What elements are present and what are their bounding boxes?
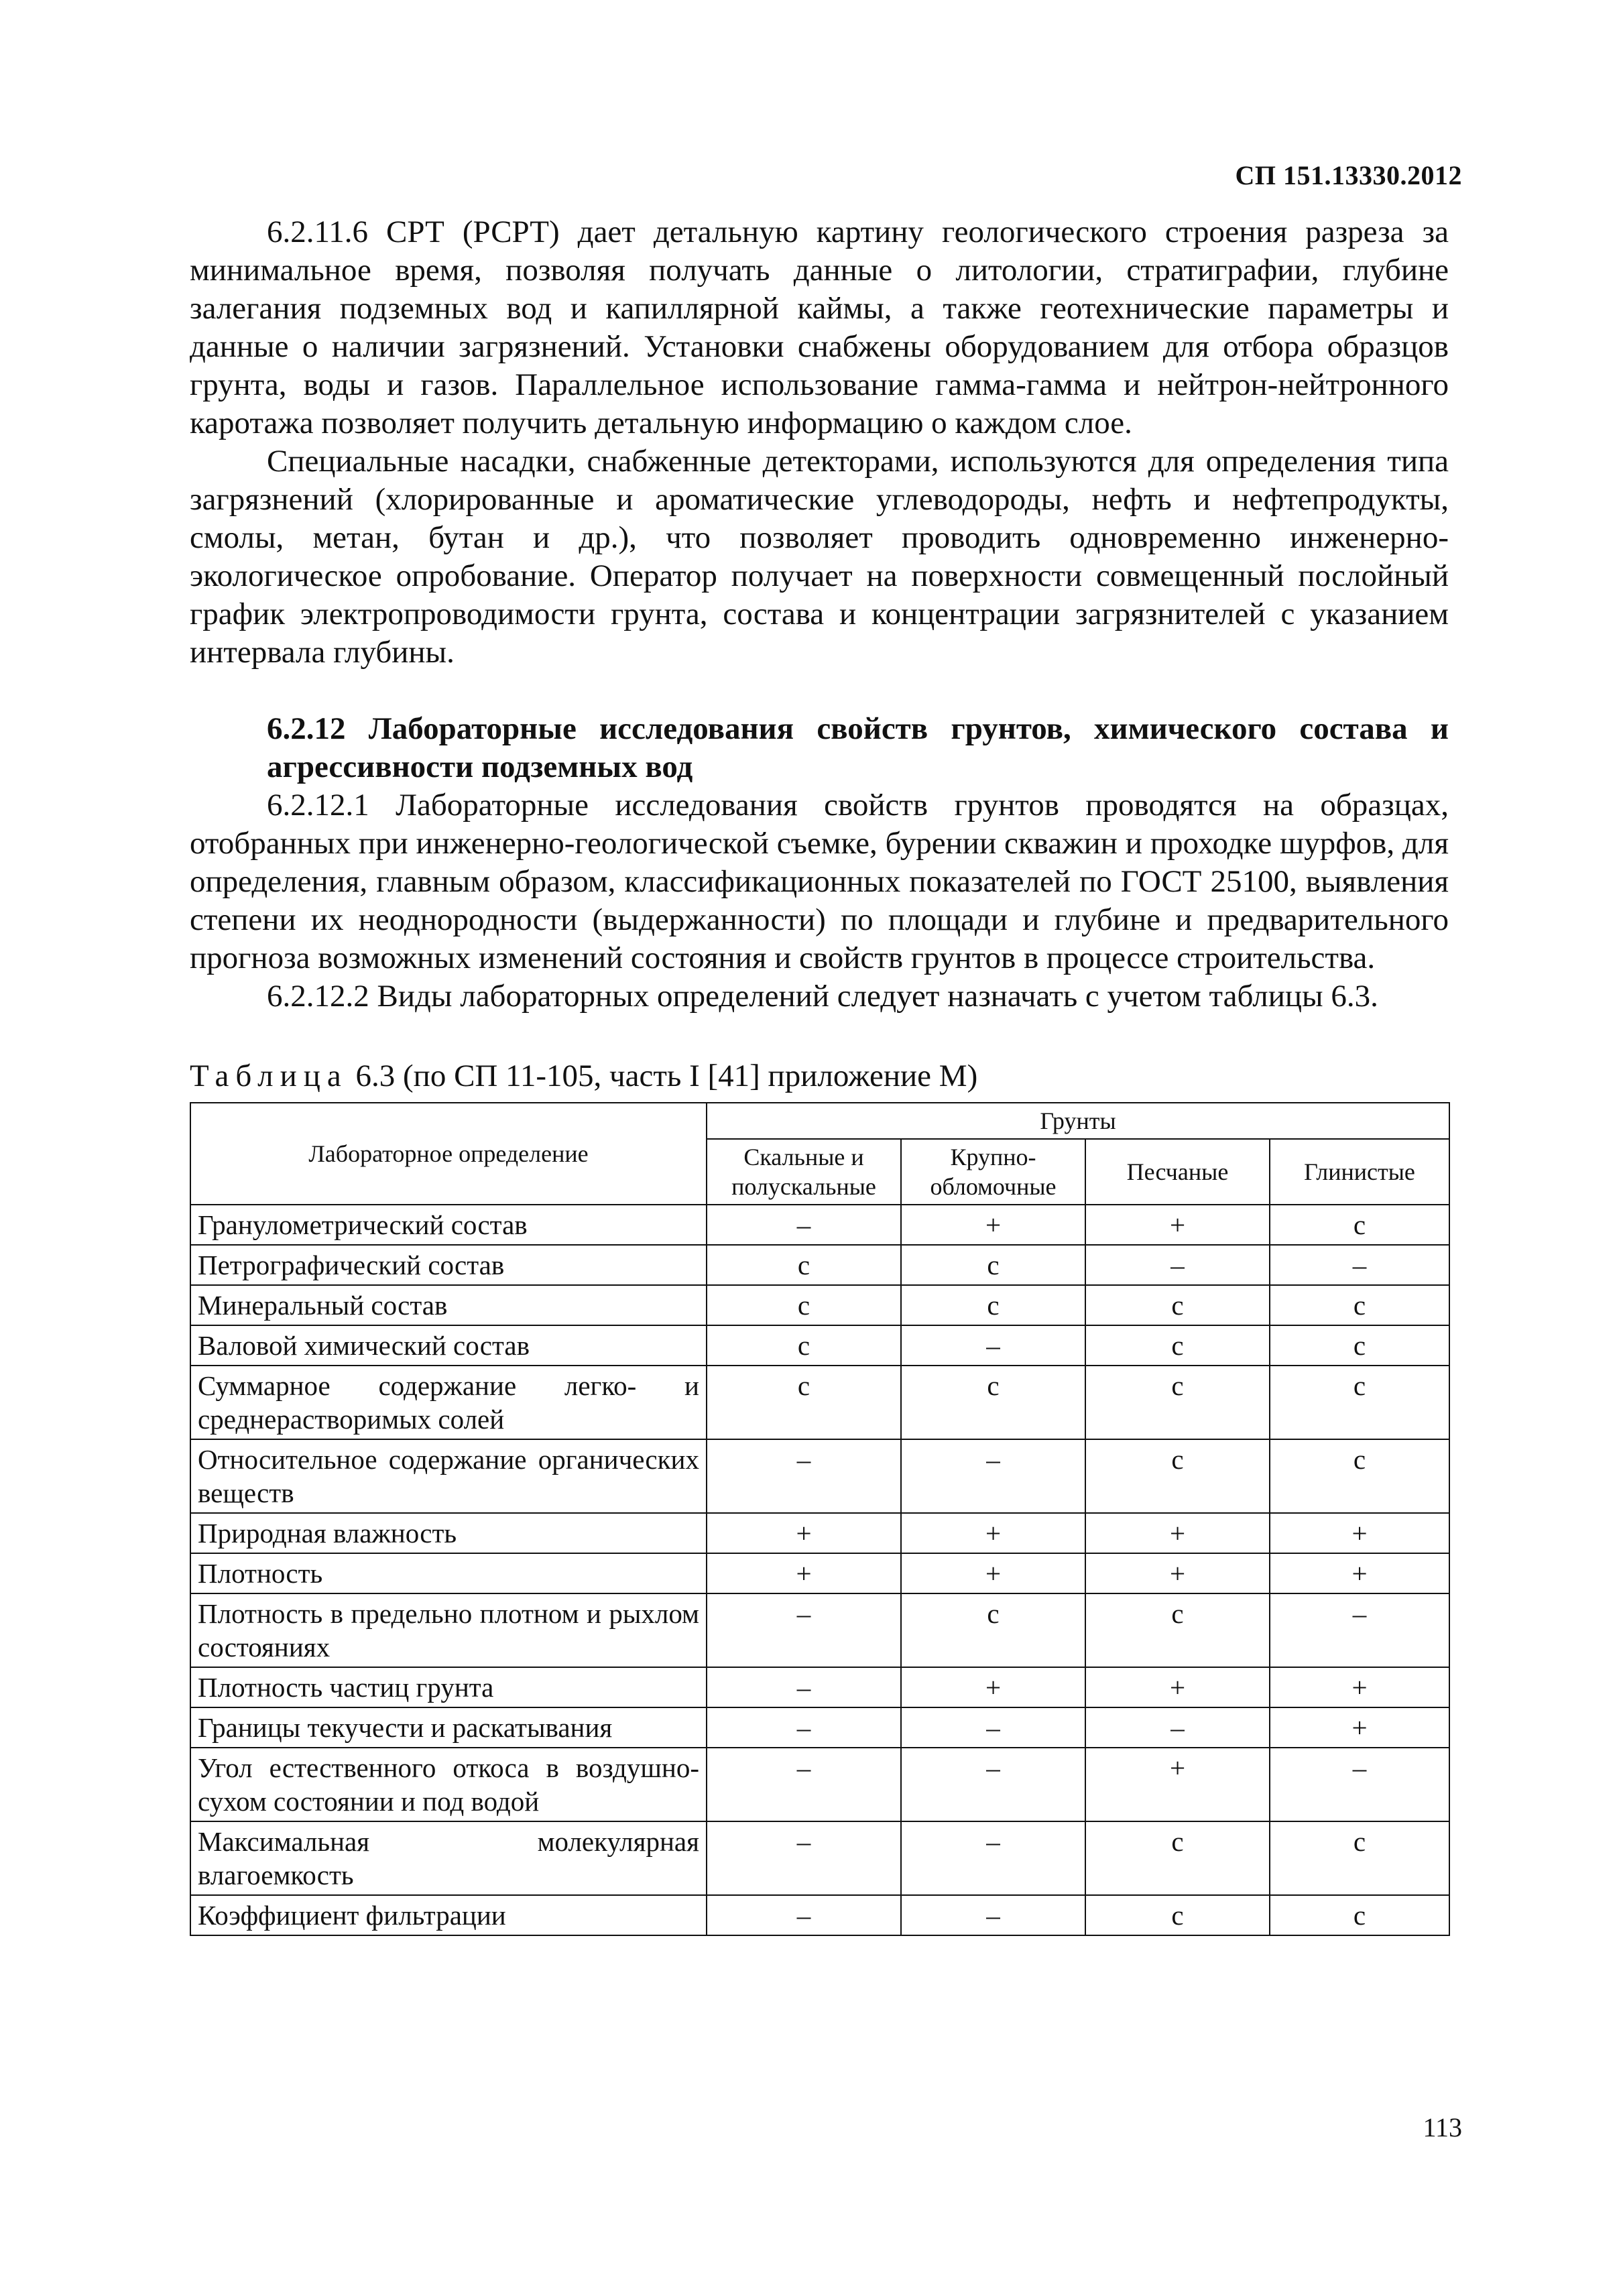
cell-value: + — [1270, 1707, 1449, 1748]
row-name: Минеральный состав — [190, 1285, 707, 1325]
section-heading-6-2-12: 6.2.12 Лабораторные исследования свойств грунтов, химического состава и агрессивности подземных вод — [267, 711, 1449, 784]
row-name: Суммарное содержание легко- и среднерастворимых солей — [190, 1366, 707, 1439]
cell-value: – — [1270, 1593, 1449, 1667]
table-row — [190, 1895, 1449, 1935]
cell-value: с — [1270, 1439, 1449, 1513]
paragraph-6-2-12-2: 6.2.12.2 Виды лабораторных определений следует назначать с учетом таблицы 6.3. — [267, 979, 1378, 1014]
table-row — [190, 1205, 1449, 1245]
cell-value: – — [707, 1895, 901, 1935]
cell-value: – — [1270, 1748, 1449, 1821]
table-row — [190, 1748, 1449, 1821]
header-soils: Грунты — [707, 1103, 1449, 1139]
cell-value: с — [1085, 1366, 1270, 1439]
row-name: Максимальная молекулярная влагоемкость — [190, 1821, 707, 1895]
table-row — [190, 1245, 1449, 1285]
paragraph-6-2-12-1: 6.2.12.1 Лабораторные исследования свойств грунтов проводятся на образцах, отобранных при инженерно-геологической съемке, бурении скважин и проходке шурфов, для определения, главным образом, классификационных показателей по ГОСТ 25100, выявления степени их неоднородности (выдержанности) по площади и глубине и предварительного прогноза возможных изменений состояния и свойств грунтов в процессе строительства. — [190, 788, 1449, 975]
cell-value: – — [901, 1748, 1085, 1821]
header-sandy: Песчаные — [1085, 1139, 1270, 1205]
row-name: Плотность частиц грунта — [190, 1667, 707, 1707]
row-name: Плотность — [190, 1553, 707, 1593]
cell-value: с — [1270, 1895, 1449, 1935]
table-row — [190, 1707, 1449, 1748]
cell-value: с — [1270, 1821, 1449, 1895]
cell-value: – — [707, 1821, 901, 1895]
header-clayey: Глинистые — [1270, 1139, 1449, 1205]
cell-value: с — [901, 1285, 1085, 1325]
cell-value: – — [901, 1325, 1085, 1366]
cell-value: + — [707, 1513, 901, 1553]
cell-value: + — [1085, 1553, 1270, 1593]
cell-value: – — [707, 1593, 901, 1667]
cell-value: с — [707, 1245, 901, 1285]
paragraph-special-nozzles: Специальные насадки, снабженные детекторами, используются для определения типа загрязнений (хлорированные и ароматические углеводороды, нефть и нефтепродукты, смолы, метан, бутан и др.), что позволяет проводить одновременно инженерно-экологическое опробование. Оператор получает на поверхности совмещенный послойный график электропроводимости грунта, состава и концентрации загрязнителей с указанием интервала глубины. — [190, 444, 1449, 670]
cell-value: – — [707, 1748, 901, 1821]
cell-value: + — [1085, 1667, 1270, 1707]
cell-value: с — [1270, 1205, 1449, 1245]
row-name: Петрографический состав — [190, 1245, 707, 1285]
cell-value: с — [1085, 1325, 1270, 1366]
table-row — [190, 1513, 1449, 1553]
cell-value: – — [1270, 1245, 1449, 1285]
cell-value: – — [901, 1821, 1085, 1895]
table-row — [190, 1821, 1449, 1895]
table-row — [190, 1285, 1449, 1325]
cell-value: с — [901, 1593, 1085, 1667]
table-caption-text: 6.3 (по СП 11-105, часть I [41] приложение М) — [347, 1059, 978, 1093]
cell-value: + — [1085, 1205, 1270, 1245]
document-code: СП 151.13330.2012 — [1235, 160, 1462, 190]
table-row — [190, 1667, 1449, 1707]
cell-value: – — [901, 1895, 1085, 1935]
header-rocky: Скальные и полускальные — [707, 1139, 901, 1205]
table-caption-word: Таблица — [190, 1059, 348, 1093]
table-row — [190, 1325, 1449, 1366]
cell-value: с — [1085, 1593, 1270, 1667]
cell-value: + — [901, 1513, 1085, 1553]
cell-value: – — [707, 1707, 901, 1748]
cell-value: с — [1085, 1285, 1270, 1325]
cell-value: + — [1085, 1513, 1270, 1553]
cell-value: + — [1270, 1513, 1449, 1553]
row-name: Природная влажность — [190, 1513, 707, 1553]
cell-value: с — [1085, 1895, 1270, 1935]
table-row — [190, 1593, 1449, 1667]
page-number: 113 — [1423, 2112, 1462, 2142]
cell-value: с — [707, 1285, 901, 1325]
cell-value: + — [1270, 1553, 1449, 1593]
lab-determinations-table — [190, 1102, 1450, 1936]
cell-value: + — [901, 1667, 1085, 1707]
cell-value: с — [1085, 1821, 1270, 1895]
table-caption — [190, 1057, 1449, 1095]
cell-value: с — [1270, 1325, 1449, 1366]
cell-value: с — [1270, 1366, 1449, 1439]
page-body — [190, 213, 1449, 1936]
cell-value: с — [1270, 1285, 1449, 1325]
paragraph-6-2-11-6: 6.2.11.6 СРТ (РСРТ) дает детальную картину геологического строения разреза за минимальное время, позволяя получать данные о литологии, стратиграфии, глубине залегания подземных вод и капиллярной каймы, а также геотехнические параметры и данные о наличии загрязнений. Установки снабжены оборудованием для отбора образцов грунта, воды и газов. Параллельное использование гамма-гамма и нейтрон-нейтронного каротажа позволяет получить детальную информацию о каждом слое. — [190, 215, 1449, 440]
cell-value: + — [1085, 1748, 1270, 1821]
cell-value: – — [1085, 1245, 1270, 1285]
header-lab-determination: Лабораторное определение — [190, 1103, 707, 1205]
row-name: Гранулометрический состав — [190, 1205, 707, 1245]
cell-value: – — [707, 1667, 901, 1707]
cell-value: – — [901, 1439, 1085, 1513]
cell-value: с — [901, 1245, 1085, 1285]
table-row — [190, 1553, 1449, 1593]
row-name: Плотность в предельно плотном и рыхлом состояниях — [190, 1593, 707, 1667]
cell-value: + — [707, 1553, 901, 1593]
row-name: Границы текучести и раскатывания — [190, 1707, 707, 1748]
table-row — [190, 1366, 1449, 1439]
cell-value: – — [707, 1439, 901, 1513]
cell-value: + — [901, 1553, 1085, 1593]
cell-value: – — [901, 1707, 1085, 1748]
cell-value: с — [901, 1366, 1085, 1439]
cell-value: с — [707, 1366, 901, 1439]
table-row — [190, 1439, 1449, 1513]
row-name: Угол естественного откоса в воздушно-сухом состоянии и под водой — [190, 1748, 707, 1821]
cell-value: – — [707, 1205, 901, 1245]
row-name: Валовой химический состав — [190, 1325, 707, 1366]
cell-value: + — [1270, 1667, 1449, 1707]
row-name: Коэффициент фильтрации — [190, 1895, 707, 1935]
cell-value: с — [1085, 1439, 1270, 1513]
header-coarse: Крупно-обломочные — [901, 1139, 1085, 1205]
cell-value: – — [1085, 1707, 1270, 1748]
row-name: Относительное содержание органических веществ — [190, 1439, 707, 1513]
cell-value: с — [707, 1325, 901, 1366]
cell-value: + — [901, 1205, 1085, 1245]
